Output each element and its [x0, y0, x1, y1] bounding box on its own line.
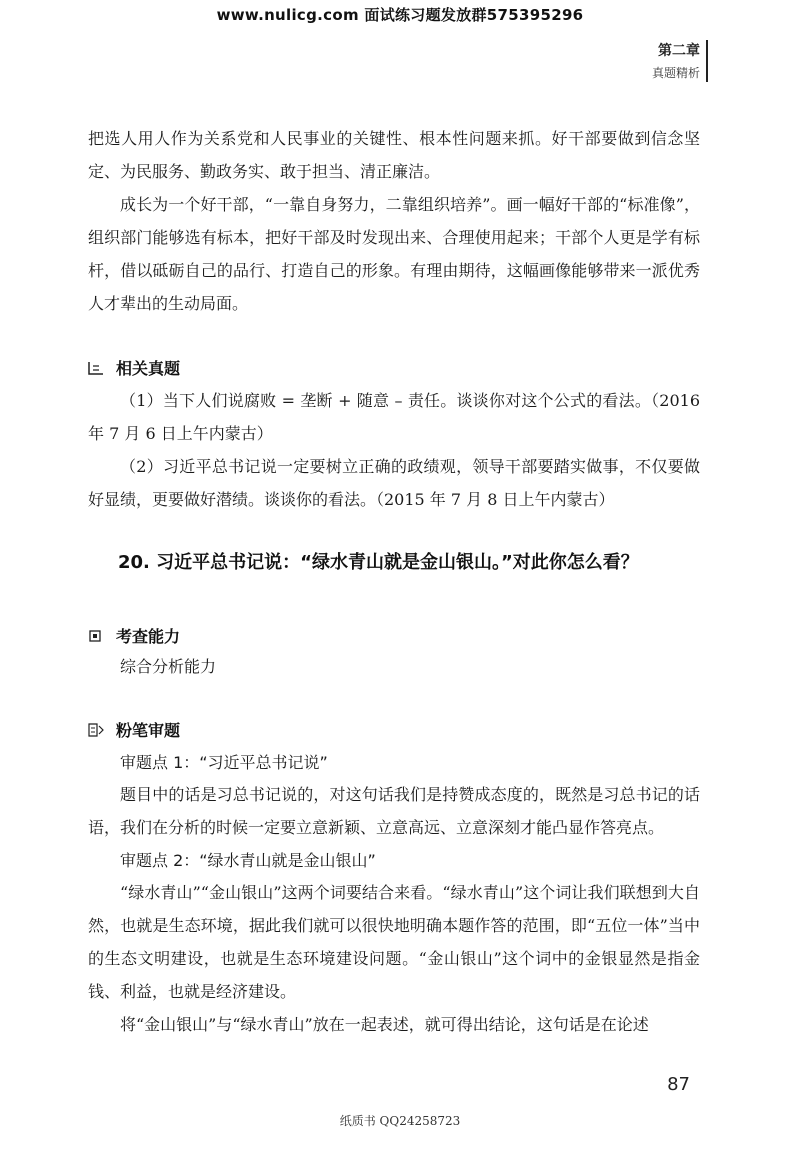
- chapter-divider: [706, 40, 708, 82]
- review-point-label: 审题点 1：“习近平总书记说”: [120, 753, 328, 772]
- body-paragraph: 成长为一个好干部，“一靠自身努力，二靠组织培养”。画一幅好干部的“标准像”，组织部门能够选有标本，把好干部及时发现出来、合理使用起来；干部个人更是学有标杆，借以砥砺自己的品行、打造自己的形象。有理由期待，这幅画像能够带来一派优秀人才辈出的生动局面。: [88, 195, 700, 313]
- related-question-item: （1）当下人们说腐败 = 垄断 + 随意 – 责任。谈谈你对这个公式的看法。（2016 年 7 月 6 日上午内蒙古）: [88, 391, 700, 443]
- related-questions-heading: [88, 356, 180, 379]
- review-label: 粉笔审题: [116, 721, 181, 740]
- review-marker-icon: [88, 723, 104, 737]
- related-questions-label: 相关真题: [116, 359, 181, 378]
- ability-marker-icon: [88, 629, 104, 643]
- related-question-item: （2）习近平总书记说一定要树立正确的政绩观，领导干部要踏实做事，不仅要做好显绩，更要做好潜绩。谈谈你的看法。（2015 年 7 月 8 日上午内蒙古）: [88, 457, 700, 509]
- chapter-title: 第二章: [658, 43, 700, 59]
- question-title: 20. 习近平总书记说：“绿水青山就是金山银山。”对此你怎么看？: [118, 552, 639, 573]
- body-paragraph: 把选人用人作为关系党和人民事业的关键性、根本性问题来抓。好干部要做到信念坚定、为民服务、勤政务实、敢于担当、清正廉洁。: [88, 129, 700, 181]
- ability-heading: [88, 624, 180, 647]
- ability-label: 考查能力: [116, 627, 181, 646]
- review-point-text: 题目中的话是习总书记说的，对这句话我们是持赞成态度的，既然是习总书记的话语，我们在分析的时候一定要立意新颖、立意高远、立意深刻才能凸显作答亮点。: [88, 785, 700, 837]
- review-point-text: “绿水青山”“金山银山”这两个词要结合来看。“绿水青山”这个词让我们联想到大自然，也就是生态环境，据此我们就可以很快地明确本题作答的范围，即“五位一体”当中的生态文明建设，也就是生态环境建设问题。“金山银山”这个词中的金银显然是指金钱、利益，也就是经济建设。: [88, 883, 700, 1001]
- section-marker-icon: [88, 361, 104, 375]
- chapter-subtitle: 真题精析: [651, 66, 700, 80]
- chapter-header: [652, 40, 700, 81]
- footer-text: 纸质书 QQ24258723: [339, 1114, 461, 1128]
- review-heading: [88, 718, 180, 741]
- review-point-label: 审题点 2：“绿水青山就是金山银山”: [120, 851, 376, 870]
- watermark-header: www.nulicg.com 面试练习题发放群575395296: [216, 6, 584, 24]
- page-number: 87: [667, 1074, 690, 1095]
- review-point-text: 将“金山银山”与“绿水青山”放在一起表述，就可得出结论，这句话是在论述: [120, 1015, 649, 1034]
- ability-text: 综合分析能力: [120, 657, 217, 676]
